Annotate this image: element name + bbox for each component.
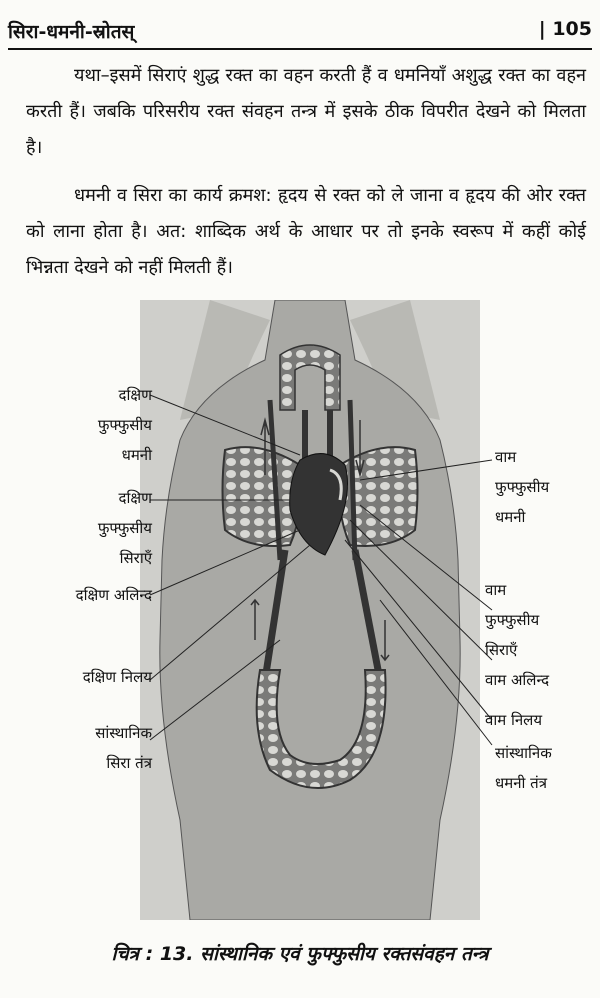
label-right-pulmonary-artery: दक्षिण फुफ्फुसीय धमनी (97, 386, 152, 464)
label-left-atrium: वाम अलिन्द (485, 671, 550, 689)
label-left-pulmonary-artery: वाम फुफ्फुसीय धमनी (495, 448, 550, 526)
paragraph-1: यथा–इसमें सिराएं शुद्ध रक्त का वहन करती हैं व धमनियाँ अशुद्ध रक्त का वहन करती हैं। जबकि परिसरीय रक्त संवहन तन्त्र में इसके ठीक विपरीत देखने को मिलता है। (26, 65, 586, 158)
label-systemic-venous-system: सांस्थानिक सिरा तंत्र (95, 724, 152, 772)
label-right-ventricle: दक्षिण निलय (82, 668, 152, 686)
figure-caption: चित्र : 13. सांस्थानिक एवं फुफ्फुसीय रक्तसंवहन तन्त्र (111, 943, 489, 965)
label-left-ventricle: वाम निलय (485, 711, 543, 729)
label-left-pulmonary-veins: वाम फुफ्फुसीय सिराएँ (485, 581, 540, 659)
paragraph-2: धमनी व सिरा का कार्य क्रमश: हृदय से रक्त को ले जाना व हृदय की ओर रक्त को लाना होता है। अत: शाब्दिक अर्थ के आधार पर तो इनके स्वरूप में कहीं कोई भिन्नता देखने को नहीं मिलती हैं। (26, 185, 586, 278)
label-right-atrium: दक्षिण अलिन्द (75, 586, 152, 604)
page-number: | 105 (538, 18, 592, 40)
label-right-pulmonary-veins: दक्षिण फुफ्फुसीय सिराएँ (97, 489, 152, 567)
running-title: सिरा-धमनी-स्रोतस् (8, 21, 135, 43)
label-systemic-arterial-system: सांस्थानिक धमनी तंत्र (495, 744, 552, 792)
